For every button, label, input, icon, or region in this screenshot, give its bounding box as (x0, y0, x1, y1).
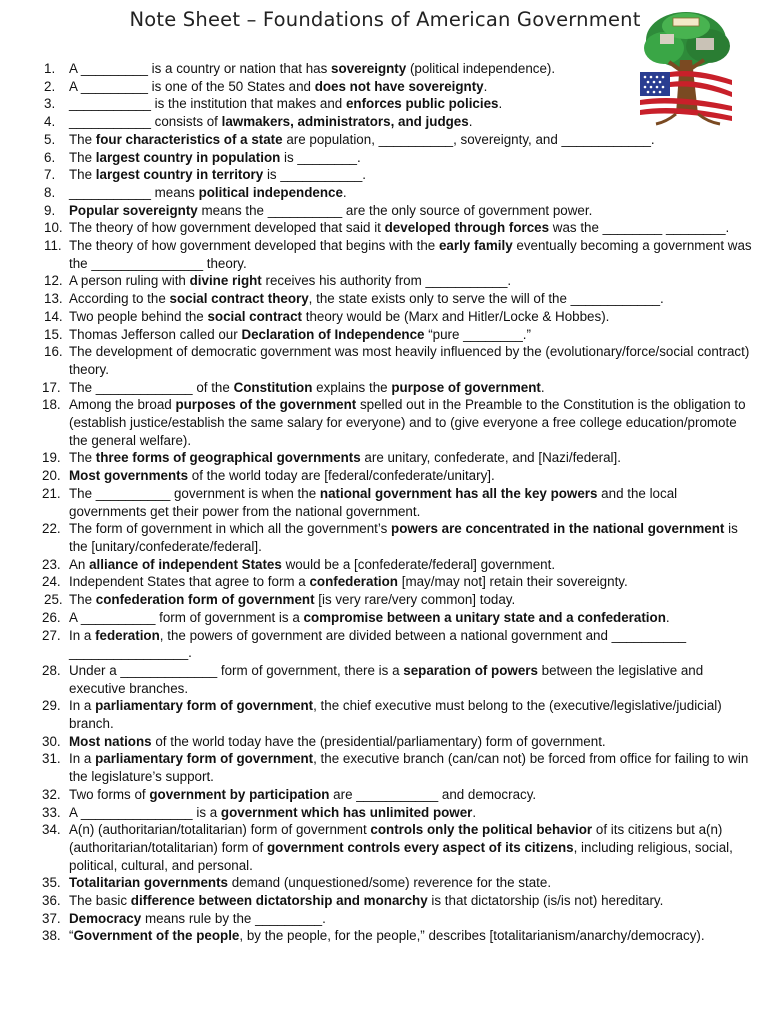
item-text: A _________ is a country or nation that has (69, 61, 332, 76)
bold-term: Popular sovereignty (69, 202, 198, 218)
item-text: . (468, 114, 473, 130)
item-number: 38. (42, 928, 61, 944)
item-text: In a (69, 751, 96, 767)
item-number: 13. (44, 291, 63, 307)
item-text: A __________ form of government is a (69, 609, 304, 625)
item-number: 25. (44, 592, 63, 608)
item-text: Among the broad (69, 397, 176, 413)
list-item (44, 556, 756, 574)
item-text: The form of government in which all the government’s (69, 521, 392, 537)
item-text: An (69, 556, 90, 572)
item-text: The __________ government is when the (69, 485, 320, 501)
item-text: demand (unquestioned/some) reverence for the state. (227, 875, 552, 891)
item-text: The (69, 592, 96, 608)
item-text: and the local governments get their power from the national government. (69, 485, 678, 519)
item-text: ___________ consists of (69, 114, 222, 130)
item-number: 19. (42, 450, 61, 466)
bold-term: nations (103, 733, 152, 749)
list-item (44, 927, 756, 945)
item-number: 28. (42, 662, 61, 678)
bold-term: four characteristics of a state (95, 131, 283, 147)
item-text: is ________. (280, 149, 361, 165)
list-item (44, 804, 756, 822)
list-item (44, 449, 756, 467)
item-number: 32. (42, 786, 61, 802)
bold-term: confederation (309, 574, 398, 590)
bold-term: early family (438, 238, 513, 254)
bold-term: Totalitarian governments (69, 875, 228, 891)
bold-term: largest country in territory (95, 167, 264, 183)
item-text: The basic (69, 893, 131, 909)
item-text: According to the (69, 291, 170, 307)
item-number: 7. (44, 167, 56, 183)
item-text: A _________ is one of the 50 States and (69, 78, 315, 94)
item-text: was the ________ ________. (549, 220, 730, 236)
item-number: 4. (44, 114, 56, 130)
bold-term: controls only the political behavior (370, 822, 593, 838)
list-item (44, 573, 756, 591)
item-text: [may/may not] retain their sovereignty. (398, 574, 628, 590)
item-number: 30. (42, 733, 61, 749)
item-number: 24. (42, 574, 61, 590)
item-number: 10. (44, 220, 63, 236)
list-item (44, 95, 756, 113)
item-text: Under a _____________ form of government, there is a (69, 662, 404, 678)
list-item (44, 609, 756, 627)
list-item (44, 219, 756, 237)
bold-term: purposes of the government (175, 397, 357, 413)
item-text: The (69, 450, 96, 466)
bold-term: national government has all the key powers (319, 485, 598, 501)
item-text: In a (69, 627, 96, 643)
item-number: 23. (42, 556, 61, 572)
bold-term: social contract (207, 308, 302, 324)
item-text: The _____________ of the (69, 379, 234, 395)
list-item (44, 60, 756, 78)
bold-term: federation (95, 627, 160, 643)
bold-term: developed through forces (384, 220, 550, 236)
item-number: 6. (44, 149, 56, 165)
item-number: 15. (44, 326, 63, 342)
item-text: Thomas Jefferson called our (69, 326, 242, 342)
item-text: “ (69, 928, 74, 944)
list-item (44, 290, 756, 308)
list-item (44, 591, 756, 609)
item-text: The (69, 149, 96, 165)
list-item (44, 184, 756, 202)
item-text: , the state exists only to serve the will of the ____________. (308, 291, 664, 307)
bold-term: government which has unlimited power (220, 804, 473, 820)
bold-term: Declaration of Independence (241, 326, 425, 342)
item-text: . (665, 609, 670, 625)
item-text: ___________ means (69, 184, 199, 200)
list-item (44, 237, 756, 272)
list-item (44, 821, 756, 874)
item-text: The theory of how government developed that begins with the (69, 238, 439, 254)
item-text: is that dictatorship (is/is not) hereditary. (427, 893, 664, 909)
list-item (44, 786, 756, 804)
item-text: (political independence). (406, 61, 556, 76)
bold-term: lawmakers, administrators, and judges (221, 114, 469, 130)
item-number: 17. (42, 379, 61, 395)
question-list (44, 60, 756, 945)
list-item (44, 892, 756, 910)
item-number: 1. (44, 61, 56, 76)
item-text: theory would be (Marx and Hitler/Locke & Hobbes). (302, 308, 610, 324)
item-text: A _______________ is a (69, 804, 221, 820)
item-number: 16. (44, 344, 63, 360)
list-item (44, 78, 756, 96)
item-text: . (498, 96, 503, 112)
list-item (44, 166, 756, 184)
bold-term: Constitution (233, 379, 313, 395)
bold-term: largest country in population (95, 149, 281, 165)
item-number: 8. (44, 184, 56, 200)
bold-term: alliance of independent States (89, 556, 282, 572)
item-text: . (472, 804, 477, 820)
item-text: , the chief executive must belong to the (executive/legislative/judicial) branch. (69, 698, 722, 732)
item-text: The development of democratic government was most heavily influenced by the (evolutionary/force/social contract) theory. (69, 344, 750, 377)
item-number: 22. (42, 521, 61, 537)
item-number: 5. (44, 131, 56, 147)
item-number: 11. (44, 238, 62, 254)
item-number: 31. (42, 751, 61, 767)
item-number: 14. (44, 308, 63, 324)
list-item (44, 131, 756, 149)
item-text: of the world today are [federal/confederate/unitary]. (188, 468, 495, 484)
item-number: 2. (44, 78, 56, 94)
item-text: , including religious, social, political, cultural, and personal. (69, 839, 733, 873)
bold-term: political independence (198, 184, 343, 200)
item-number: 33. (42, 804, 61, 820)
item-number: 20. (42, 468, 61, 484)
item-number: 3. (44, 96, 56, 112)
item-text: , the executive branch (can/can not) be forced from office for failing to win the legislature’s support. (69, 751, 749, 785)
bold-term: sovereignty (331, 61, 407, 76)
list-item (44, 149, 756, 167)
item-number: 18. (42, 397, 61, 413)
item-text: are ___________ and democracy. (329, 786, 537, 802)
item-text: The theory of how government developed that said it (69, 220, 385, 236)
bold-term: purpose of government (391, 379, 541, 395)
list-item (44, 343, 756, 378)
bold-term: does not have sovereignty (314, 78, 484, 94)
item-text: [is very rare/very common] today. (314, 592, 516, 608)
item-text: are population, __________, sovereignty, and ____________. (282, 131, 655, 147)
list-item (44, 272, 756, 290)
list-item (44, 113, 756, 131)
list-item (44, 326, 756, 344)
list-item (44, 750, 756, 785)
item-text: means the __________ are the only source of government power. (197, 202, 593, 218)
item-number: 9. (44, 202, 56, 218)
item-number: 21. (42, 485, 61, 501)
item-text: . (342, 184, 347, 200)
item-text: is the [unitary/confederate/federal]. (69, 521, 738, 554)
bold-term: Most governments (69, 468, 189, 484)
list-item (44, 697, 756, 732)
list-item (44, 910, 756, 928)
bold-term: parliamentary form of government (95, 751, 314, 767)
item-text: Two forms of (69, 786, 150, 802)
bold-term: social contract theory (169, 291, 309, 307)
bold-term: powers are concentrated in the national government (391, 521, 725, 537)
item-text: means rule by the _________. (141, 910, 326, 926)
bold-term: confederation form of government (95, 592, 315, 608)
item-number: 35. (42, 875, 61, 891)
item-number: 26. (42, 609, 61, 625)
item-text: The (69, 131, 96, 147)
list-item (44, 627, 756, 662)
item-text: A person ruling with (69, 273, 190, 289)
bold-term: three forms of geographical governments (95, 450, 361, 466)
item-text: . (540, 379, 545, 395)
list-item (44, 874, 756, 892)
item-number: 34. (42, 822, 61, 838)
item-number: 27. (42, 627, 61, 643)
bold-term: divine right (189, 273, 262, 289)
item-text: , the powers of government are divided between a national government and __________ ________________. (69, 627, 687, 661)
item-text: of the world today have the (presidential/parliamentary) form of government. (151, 733, 606, 749)
item-text: . (483, 78, 488, 94)
item-text: of its citizens but a(n) (authoritarian/totalitarian) form of (69, 822, 723, 855)
bold-term: government by participation (149, 786, 330, 802)
list-item (44, 308, 756, 326)
item-text: Independent States that agree to form a (69, 574, 310, 590)
bold-term: parliamentary form of government (95, 698, 314, 714)
bold-term: enforces public policies (345, 96, 499, 112)
list-item (44, 467, 756, 485)
item-text: spelled out in the Preamble to the Constitution is the obligation to (establish justice/establish the same salary for everyone) and to (give everyone a free college education/promote the general welfare). (69, 397, 746, 448)
item-text: A(n) (authoritarian/totalitarian) form of government (69, 822, 371, 838)
list-item (44, 520, 756, 555)
list-item (44, 485, 756, 520)
bold-term: separation of powers (403, 662, 538, 678)
list-item (44, 662, 756, 697)
item-text: receives his authority from ___________. (261, 273, 512, 289)
bold-term: Most (69, 733, 101, 749)
item-text: explains the (312, 379, 392, 395)
list-item (44, 733, 756, 751)
list-item (44, 396, 756, 449)
bold-term: compromise between a unitary state and a confederation (303, 609, 666, 625)
item-text: In a (69, 698, 96, 714)
item-text: eventually becoming a government was the _______________ theory. (69, 238, 752, 271)
bold-term: government controls every aspect of its citizens (266, 839, 574, 855)
page-title: Note Sheet – Foundations of American Government (129, 8, 641, 31)
item-text: is ___________. (263, 167, 366, 183)
item-text: “pure ________.” (424, 326, 531, 342)
item-number: 29. (42, 698, 61, 714)
item-text: Two people behind the (69, 308, 208, 324)
item-text: ___________ is the institution that makes and (69, 96, 346, 112)
bold-term: difference between dictatorship and monarchy (130, 893, 428, 909)
item-text: , by the people, for the people,” describes [totalitarianism/anarchy/democracy). (239, 928, 705, 944)
list-item (44, 202, 756, 220)
item-number: 36. (42, 893, 61, 909)
item-text: are unitary, confederate, and [Nazi/federal]. (360, 450, 621, 466)
item-number: 12. (44, 273, 63, 289)
item-text: would be a [confederate/federal] government. (281, 556, 556, 572)
bold-term: Democracy (69, 910, 142, 926)
bold-term: Government of the people (73, 928, 240, 944)
item-text: The (69, 167, 96, 183)
item-text: between the legislative and executive branches. (69, 662, 704, 696)
item-number: 37. (42, 910, 61, 926)
list-item (44, 379, 756, 397)
